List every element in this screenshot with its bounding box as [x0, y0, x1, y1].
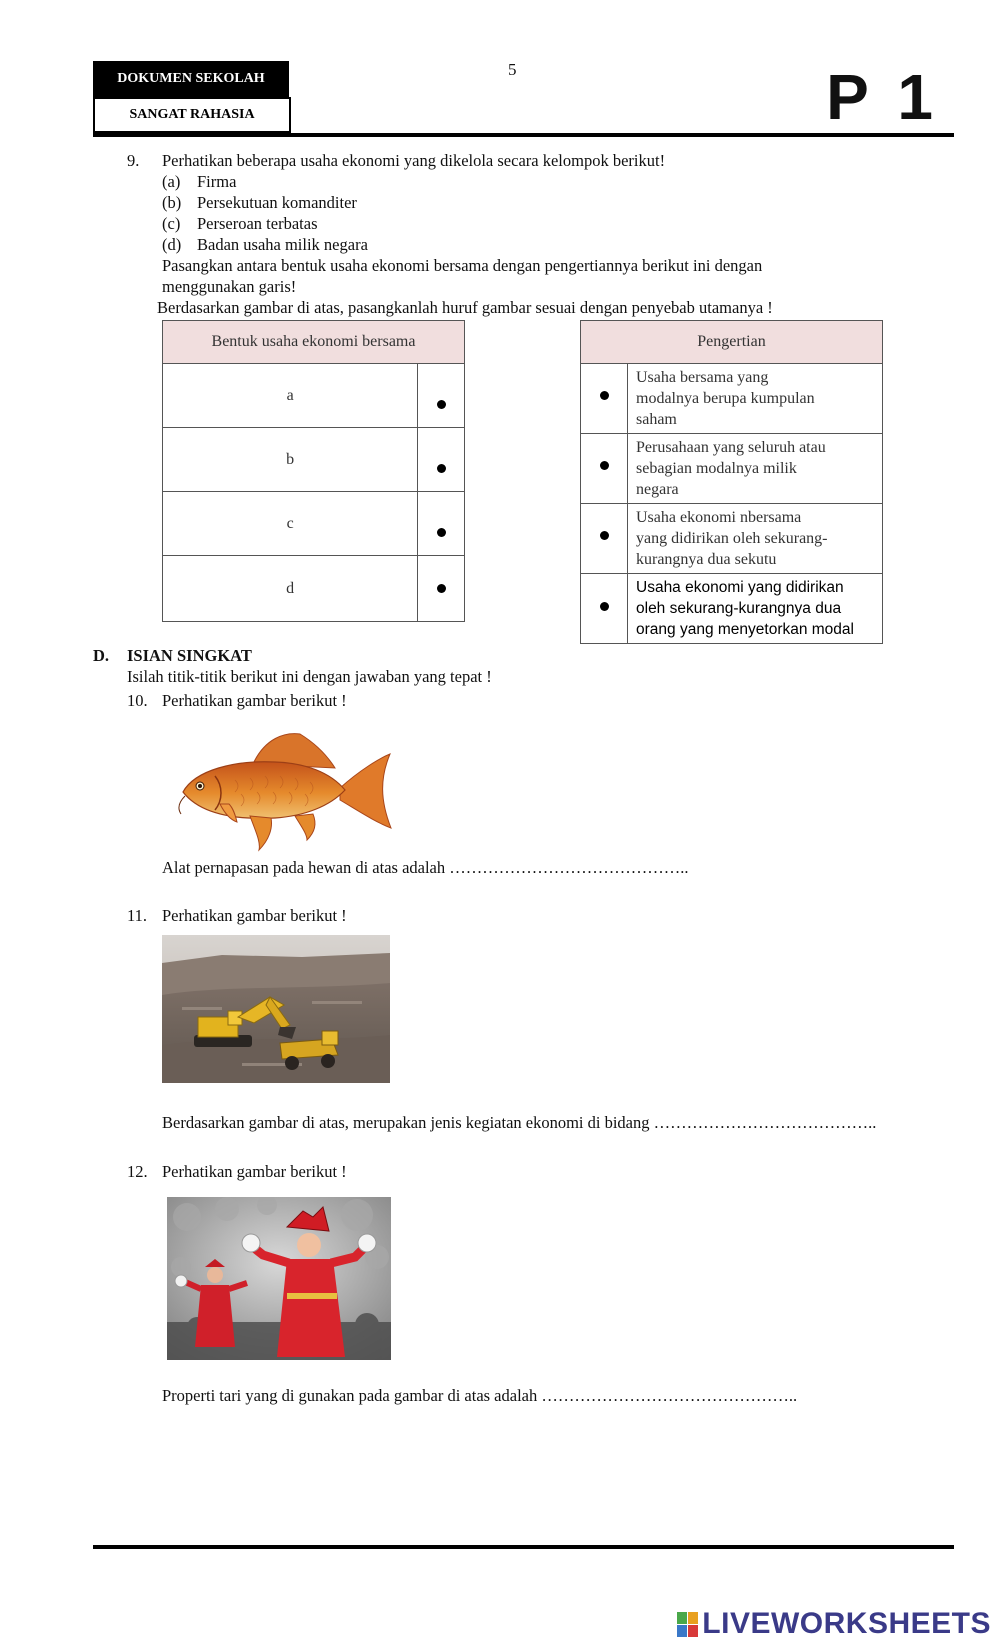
match-right-dot[interactable]: [581, 574, 628, 644]
q9-option-key: (c): [162, 214, 181, 233]
section-title: ISIAN SINGKAT: [127, 646, 252, 665]
match-table-left: [162, 320, 465, 622]
match-left-label: c: [163, 492, 418, 556]
paper-code: P 1: [826, 61, 939, 133]
q11-question: Berdasarkan gambar di atas, merupakan jenis kegiatan ekonomi di bidang …………………………………..: [162, 1113, 877, 1132]
q12-number: 12.: [127, 1162, 148, 1181]
piring-dance-photo-icon: [167, 1197, 391, 1360]
q9-option-key: (d): [162, 235, 182, 254]
match-right-dot[interactable]: [581, 504, 628, 574]
match-left-label: d: [163, 556, 418, 622]
q9-option-key: (b): [162, 193, 182, 212]
q10-question: Alat pernapasan pada hewan di atas adalah ……………………………………..: [162, 858, 689, 877]
mining-excavator-photo-icon: [162, 935, 390, 1083]
fish-illustration-icon: [175, 730, 393, 854]
match-left-label: b: [163, 428, 418, 492]
q9-option-text: Firma: [197, 172, 237, 191]
match-left-dot[interactable]: [418, 556, 465, 622]
q9-option-text: Perseroan terbatas: [197, 214, 318, 233]
footer-rule: [93, 1545, 954, 1549]
q12-question: Properti tari yang di gunakan pada gambar di atas adalah ………………………………………..: [162, 1386, 798, 1405]
q9-prompt: Perhatikan beberapa usaha ekonomi yang dikelola secara kelompok berikut!: [162, 151, 666, 170]
q9-instruction: Berdasarkan gambar di atas, pasangkanlah huruf gambar sesuai dengan penyebab utamanya !: [157, 298, 773, 317]
match-right-definition: Perusahaan yang seluruh atau sebagian modalnya milik negara: [628, 434, 883, 504]
match-left-dot[interactable]: [418, 364, 465, 428]
match-right-definition: Usaha bersama yang modalnya berupa kumpulan saham: [628, 364, 883, 434]
match-right-definition: Usaha ekonomi nbersama yang didirikan oleh sekurang- kurangnya dua sekutu: [628, 504, 883, 574]
header-rule: [93, 133, 954, 137]
q12-prompt: Perhatikan gambar berikut !: [162, 1162, 347, 1181]
match-right-dot[interactable]: [581, 434, 628, 504]
liveworksheets-logo-icon: [677, 1612, 698, 1637]
match-right-definition: Usaha ekonomi yang didirikan oleh sekurang-kurangnya dua orang yang menyetorkan modal: [628, 574, 883, 644]
match-left-label: a: [163, 364, 418, 428]
q9-option-text: Badan usaha milik negara: [197, 235, 368, 254]
q9-option-text: Persekutuan komanditer: [197, 193, 357, 212]
match-left-dot[interactable]: [418, 428, 465, 492]
q11-number: 11.: [127, 906, 148, 925]
q11-prompt: Perhatikan gambar berikut !: [162, 906, 347, 925]
document-label-bottom: SANGAT RAHASIA: [93, 97, 291, 133]
liveworksheets-brand-text: LIVEWORKSHEETS: [702, 1607, 991, 1640]
section-instruction: Isilah titik-titik berikut ini dengan jawaban yang tepat !: [127, 667, 492, 686]
q9-number: 9.: [127, 151, 140, 170]
q10-number: 10.: [127, 691, 148, 710]
page-number: 5: [508, 60, 517, 79]
q9-option-key: (a): [162, 172, 181, 191]
section-letter: D.: [93, 646, 110, 665]
q10-prompt: Perhatikan gambar berikut !: [162, 691, 347, 710]
document-label-top: DOKUMEN SEKOLAH: [93, 61, 289, 97]
match-right-dot[interactable]: [581, 364, 628, 434]
liveworksheets-logo[interactable]: [677, 1607, 991, 1641]
q9-instruction: Pasangkan antara bentuk usaha ekonomi bersama dengan pengertiannya berikut ini dengan: [162, 256, 763, 275]
q9-instruction: menggunakan garis!: [162, 277, 297, 296]
right-table-header: Pengertian: [581, 321, 883, 364]
left-table-header: Bentuk usaha ekonomi bersama: [163, 321, 465, 364]
match-left-dot[interactable]: [418, 492, 465, 556]
match-table-right: [580, 320, 883, 644]
